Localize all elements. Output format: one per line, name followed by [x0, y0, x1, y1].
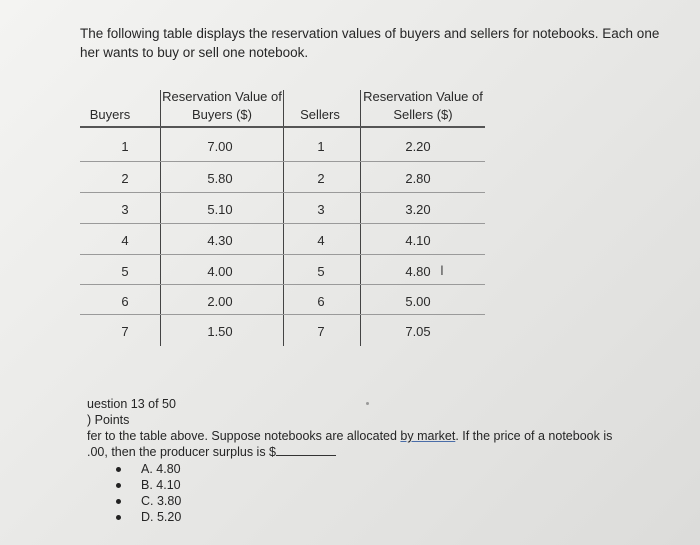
question-number: uestion 13 of 50 [87, 397, 176, 411]
text-cursor-icon: I [440, 262, 444, 278]
seller-number: 7 [317, 324, 325, 339]
question-text-pre: fer to the table above. Suppose notebooks are allocated [87, 429, 401, 443]
bullet-icon [116, 483, 121, 488]
option-label: D. 5.20 [141, 510, 182, 524]
question-points: ) Points [87, 413, 130, 427]
option-d[interactable] [116, 509, 181, 525]
seller-number: 4 [317, 233, 325, 248]
seller-number: 2 [317, 171, 325, 186]
buyer-value: 5.80 [207, 171, 233, 186]
option-a[interactable] [116, 461, 181, 477]
row-rule [80, 161, 485, 162]
intro-text [80, 24, 680, 62]
buyer-value: 5.10 [207, 202, 233, 217]
buyer-number: 3 [121, 202, 129, 217]
option-b[interactable] [116, 477, 181, 493]
option-label: B. 4.10 [141, 478, 181, 492]
intro-line-1: The following table displays the reservation values of buyers and sellers for notebooks. Each one [80, 26, 660, 41]
option-label: C. 3.80 [141, 494, 182, 508]
buyer-number: 6 [121, 294, 129, 309]
option-label: A. 4.80 [141, 462, 181, 476]
buyer-value: 7.00 [207, 139, 233, 154]
header-sellers: Sellers [300, 107, 340, 122]
buyer-value: 4.30 [207, 233, 233, 248]
option-c[interactable] [116, 493, 181, 509]
seller-value: 4.80 [405, 264, 431, 279]
buyer-number: 2 [121, 171, 129, 186]
row-rule [80, 314, 485, 315]
seller-number: 3 [317, 202, 325, 217]
seller-value: 2.80 [405, 171, 431, 186]
intro-line-2: her wants to buy or sell one notebook. [80, 45, 309, 60]
header-seller-value-line2: Sellers ($) [393, 107, 453, 122]
column-rule [283, 90, 284, 346]
header-seller-value [358, 88, 488, 124]
question-text-post: . If the price of a notebook is [455, 429, 613, 443]
question-text-line2 [87, 444, 687, 460]
column-rule [360, 90, 361, 346]
question-text-line2-text: .00, then the producer surplus is $ [87, 445, 277, 459]
row-rule [80, 223, 485, 224]
question-block [87, 396, 687, 460]
buyer-number: 4 [121, 233, 129, 248]
header-seller-value-line1: Reservation Value of [363, 89, 483, 104]
answer-options [116, 461, 181, 525]
header-rule [80, 126, 485, 128]
seller-value: 5.00 [405, 294, 431, 309]
bullet-icon [116, 499, 121, 504]
buyer-number: 5 [121, 264, 129, 279]
question-text [87, 428, 687, 444]
header-buyer-value [160, 88, 284, 124]
header-buyer-value-line1: Reservation Value of [162, 89, 282, 104]
buyer-value: 1.50 [207, 324, 233, 339]
bullet-icon [116, 467, 121, 472]
seller-number: 5 [317, 264, 325, 279]
row-rule [80, 192, 485, 193]
row-rule [80, 284, 485, 285]
column-rule [160, 90, 161, 346]
bullet-icon [116, 515, 121, 520]
seller-value: 7.05 [405, 324, 431, 339]
buyer-value: 4.00 [207, 264, 233, 279]
seller-number: 1 [317, 139, 325, 154]
buyer-value: 2.00 [207, 294, 233, 309]
buyer-number: 7 [121, 324, 129, 339]
answer-blank [276, 444, 336, 456]
seller-value: 4.10 [405, 233, 431, 248]
row-rule [80, 254, 485, 255]
by-market-link[interactable]: by market [400, 429, 456, 443]
reservation-table [80, 80, 490, 348]
buyer-number: 1 [121, 139, 129, 154]
seller-value: 2.20 [405, 139, 431, 154]
header-buyers: Buyers [89, 107, 131, 122]
seller-number: 6 [317, 294, 325, 309]
seller-value: 3.20 [405, 202, 431, 217]
header-buyer-value-line2: Buyers ($) [192, 107, 252, 122]
